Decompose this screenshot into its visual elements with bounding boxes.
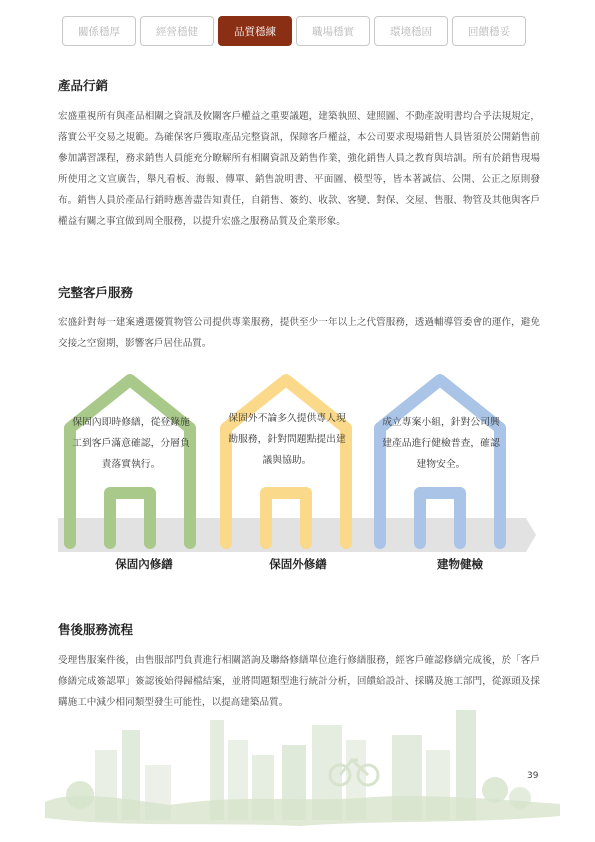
tab-quality[interactable]: 品質穩練	[218, 16, 292, 46]
caption-warranty-out: 保固外修繕	[269, 557, 327, 571]
section-title-marketing: 產品行銷	[58, 78, 109, 93]
section-body-service: 宏盛針對每一建案遴選優質物管公司提供專業服務，提供至少一年以上之代管服務，透過輔導管委會的運作，避免交接之空窗期，影響客戶居住品質。	[58, 317, 540, 349]
section-body-after-sales: 受理售服案件後，由售服部門負責進行相關諮詢及聯絡修繕單位進行修繕服務，經客戶確認修繕完成後，於「客戶修繕完成簽認單」簽認後始得歸檔結案，並將問題類型進行統計分析，回饋給設計、採購及施工部門，從源頭及採購施工中減少相同類型發生可能性，以提高建築品質。	[58, 655, 540, 708]
caption-warranty-in: 保固內修繕	[115, 557, 173, 571]
caption-building-check: 建物健檢	[437, 557, 483, 571]
tab-operation[interactable]: 經營穩健	[140, 16, 214, 46]
section-title-service: 完整客戶服務	[58, 285, 134, 300]
tab-feedback[interactable]: 回饋穩妥	[452, 16, 526, 46]
house-text-2: 保固外不論多久提供專人現勘服務，針對問題點提出建議與協助。	[228, 413, 346, 466]
city-skyline-illustration	[0, 690, 595, 842]
section-body-marketing: 宏盛重視所有與產品相關之資訊及攸關客戶權益之重要議題，建築執照、建照圖、不動產說明書均合乎法規規定，落實公平交易之規範。為確保客戶獲取產品完整資訊，保障客戶權益，本公司要求現場銷售人員皆須於公開銷售前參加講習課程，務求銷售人員能充分瞭解所有相關資訊及銷售作業，強化銷售人員之教育與培訓。所有於銷售現場所使用之文宣廣告，舉凡看板、海報、傳單、銷售說明書、平面圖、模型等，皆本著誠信、公開、公正之原則發布。銷售人員於產品行銷時應善盡告知責任，自銷售、簽約、收款、客變、對保、交屋、售服、物管及其他與客戶權益有關之事宜做到周全服務，以提升宏盛之服務品質及企業形象。	[58, 111, 540, 227]
page-number: 39	[527, 771, 539, 781]
tab-relationship[interactable]: 關係穩厚	[62, 16, 136, 46]
house-text-1: 保固內即時修繕，從登錄施工到客戶滿意確認，分層負責落實執行。	[72, 417, 190, 470]
chapter-tabs	[62, 16, 526, 46]
house-text-3: 成立專案小組，針對公司興建產品進行健檢普查，確認建物安全。	[382, 417, 500, 470]
tab-environment[interactable]: 環境穩固	[374, 16, 448, 46]
tab-workplace[interactable]: 職場穩實	[296, 16, 370, 46]
section-title-after-sales: 售後服務流程	[58, 622, 134, 637]
